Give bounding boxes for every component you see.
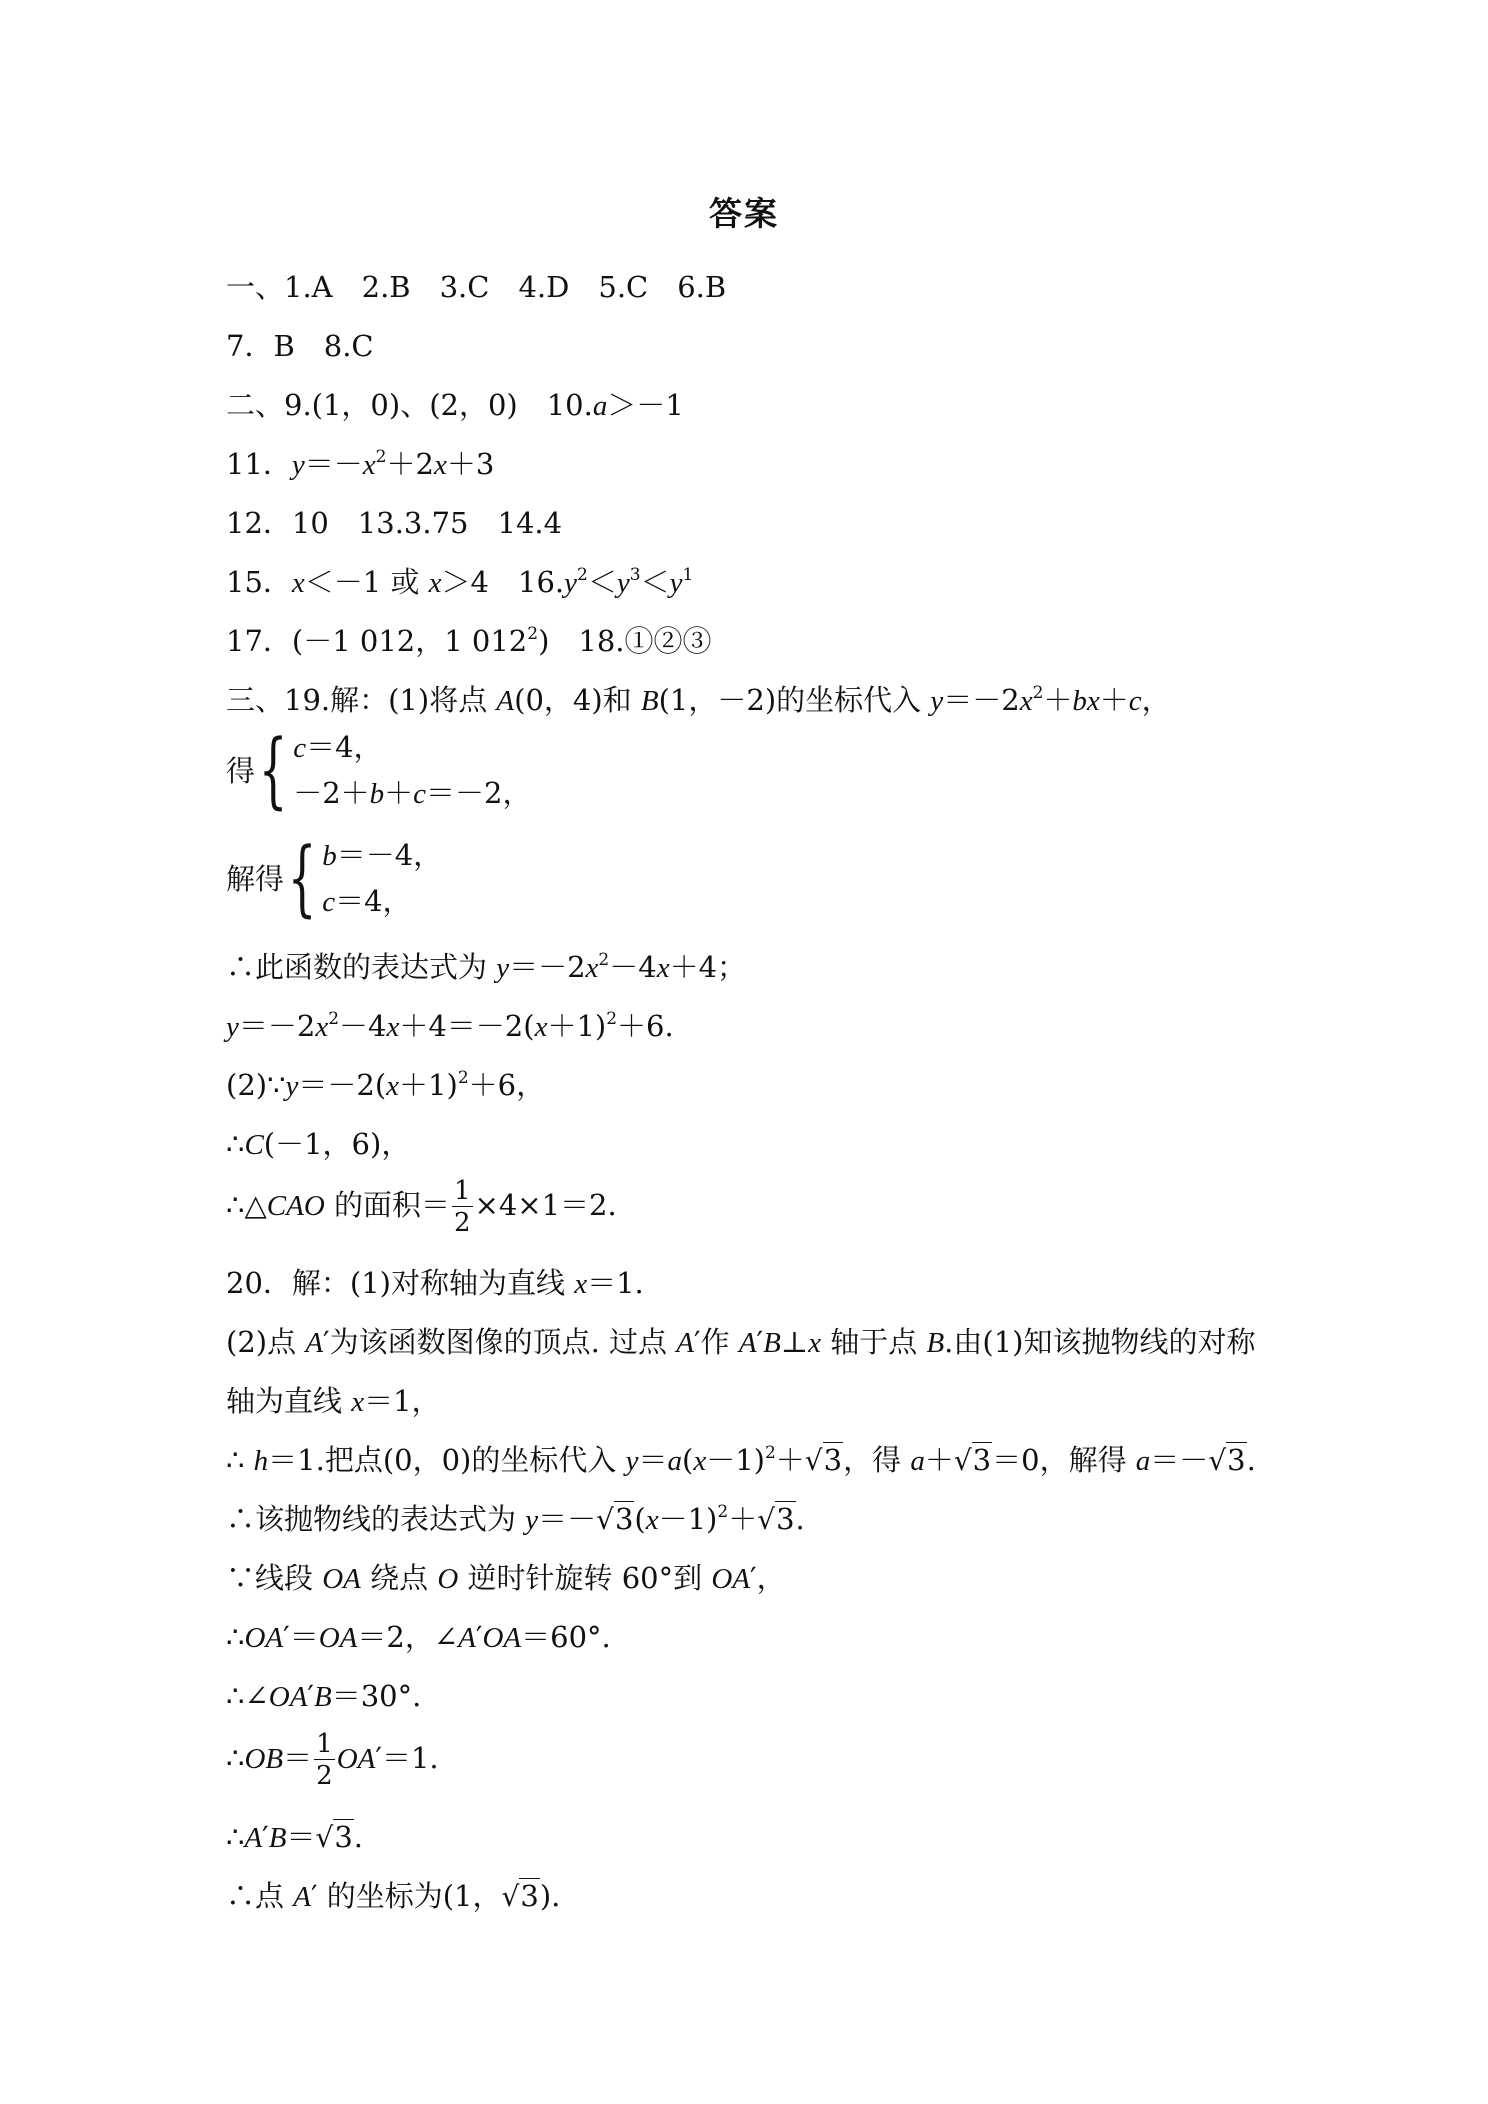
q20-line7: ∴OA′＝OA＝2，∠A′OA＝60°. (226, 1620, 611, 1654)
q19-part2: $(2)\because y=-2(x+1)^2+6$， (226, 1068, 546, 1102)
fraction-half: $\frac{1}{2}$ (453, 1176, 471, 1238)
q20-line10: ∴A′B＝√3. (226, 1820, 364, 1854)
q20-line1: 20．解：(1)对称轴为直线 x＝1. (226, 1266, 644, 1300)
q19-intro: 三、19.解：(1)将点 A(0，4)和 B(1，－2)的坐标代入 $y=-2x^2+bx+c$， (226, 683, 1171, 717)
answers-1-6: 一、1.A 2.B 3.C 4.D 5.C 6.B (226, 270, 727, 304)
q20-line8: ∴∠OA′B＝30°. (226, 1679, 422, 1713)
q19-system-2: 解得 { b＝－4， c＝4， (226, 831, 443, 926)
answers-17-18: 17．(－1 012，1 $012^2$) 18.①②③ (226, 624, 712, 658)
q20-line2: (2)点 A′为该函数图像的顶点. 过点 A′作 A′B⊥x 轴于点 B.由(1)知该抛物线的对称 (226, 1325, 1256, 1359)
q19-expression: ∴此函数的表达式为 $y=-2x^2-4x+4$； (226, 950, 747, 984)
answers-7-8: 7．B 8.C (226, 329, 374, 363)
page-title: 答案 (709, 194, 779, 233)
q20-line4: ∴ h＝1.把点(0，0)的坐标代入 $y=a(x-1)^2+√3$，得 a＋√3＝0，解得 a＝－√3. (226, 1443, 1256, 1477)
answers-15-16: 15．x＜－1 或 x＞4 $16.y^2<y^3<y^1$ (226, 565, 694, 599)
q20-line3: 轴为直线 x＝1， (226, 1384, 441, 1418)
sqrt-3: √3 (804, 1443, 843, 1477)
q19-point-c: ∴C(－1，6)， (226, 1127, 411, 1161)
q19-system-1: 得 { c＝4， －2＋b＋c＝－2， (226, 723, 532, 818)
answer-11: 11．$y=-x^2+2x+3$ (226, 447, 495, 481)
q20-line11: ∴点 A′ 的坐标为(1，√3). (226, 1879, 561, 1913)
answers-12-14: 12．10 13.3.75 14.4 (226, 506, 563, 540)
answers-9-10: 二、9.(1，0)、(2，0) 10.a＞－1 (226, 388, 684, 422)
q19-vertex-form: $y=-2x^2-4x+4=-2(x+1)^2+6$. (226, 1009, 674, 1043)
q20-line6: ∵线段 OA 绕点 O 逆时针旋转 60°到 OA′， (226, 1561, 786, 1595)
q20-line5: ∴该抛物线的表达式为 $y=-√3(x-1)^2+√3$. (226, 1502, 805, 1536)
q19-area: ∴△CAO 的面积＝ $\frac{1}{2}$ ×4×1＝2. (226, 1176, 617, 1238)
q20-line9: ∴OB＝ $\frac{1}{2}$ OA′＝1. (226, 1729, 439, 1791)
